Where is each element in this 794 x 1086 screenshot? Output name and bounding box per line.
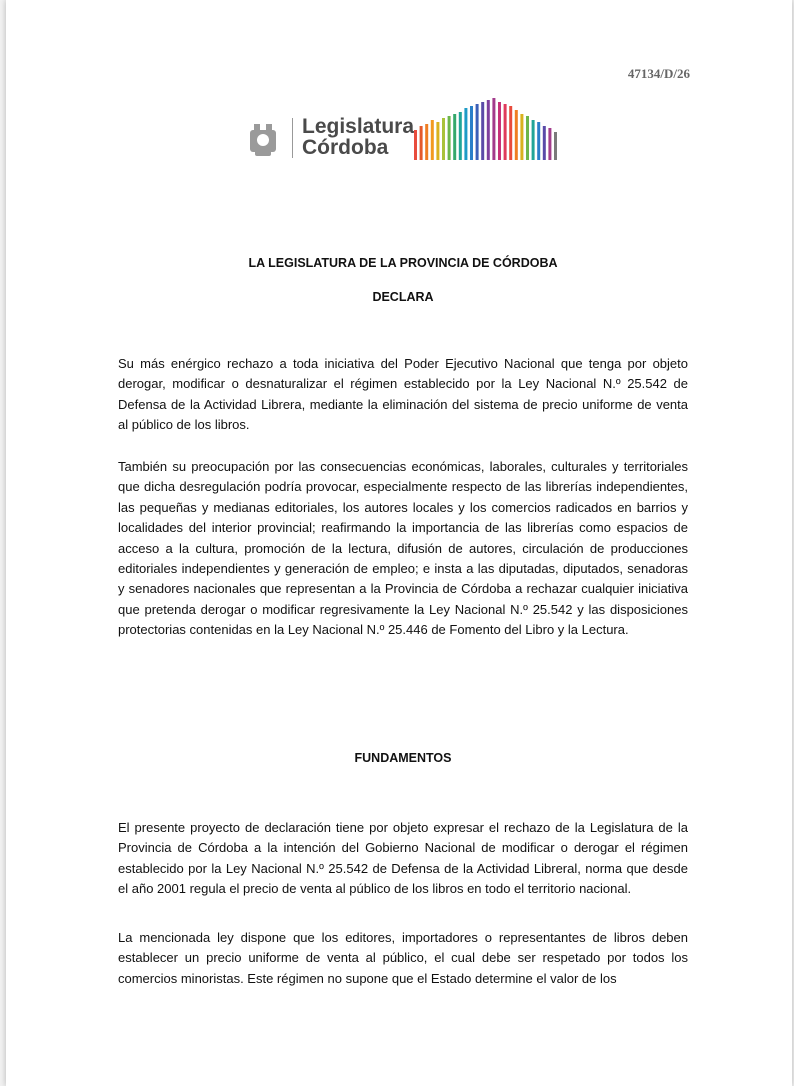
logo-bar [476, 104, 479, 160]
document-page [6, 0, 792, 1086]
logo-bar [487, 100, 490, 160]
logo-bar [470, 106, 473, 160]
logo-bar [532, 120, 535, 160]
fundamentos-heading: FUNDAMENTOS [354, 751, 452, 765]
logo-bar [425, 124, 428, 160]
logo-bar [442, 118, 445, 160]
logo-bar [504, 104, 507, 160]
logo-bar [554, 132, 557, 160]
logo-bar [420, 126, 423, 160]
color-bars-graphic [414, 98, 564, 160]
declaration-paragraph-2: También su preocupación por las consecuencias económicas, laborales, culturales y territoriales que dicha desregulación podría provocar, especialmente respecto de las librerías independientes, las pequeñas y medianas editoriales, los autores locales y los comercios radicados en barrios y localidades del interior provincial; reafirmando la importancia de las librerías como espacios de acceso a la cultura, promoción de la lectura, difusión de autores, circulación de producciones editoriales independientes y generación de empleo; e insta a las diputadas, diputados, senadoras y senadores nacionales que representan a la Provincia de Córdoba a rechazar cualquier iniciativa que pretenda derogar o modificar regresivamente la Ley Nacional N.º 25.542 y las disposiciones protectorias contenidas en la Ley Nacional N.º 25.446 de Fomento del Libro y la Lectura. [118, 459, 688, 638]
declara-heading: DECLARA [372, 290, 434, 304]
document-number: 47134/D/26 [627, 66, 690, 81]
fundamentos-paragraph-2: La mencionada ley dispone que los editores, importadores o representantes de libros deben establecer un precio uniforme de venta al público, el cual debe ser respetado por todos los comercios minoristas. Este régimen no supone que el Estado determine el valor de los [118, 930, 688, 986]
logo-divider [292, 118, 293, 158]
logo-bar [464, 108, 467, 160]
logo-bar [459, 112, 462, 160]
logo-bar [431, 120, 434, 160]
declaration-paragraph-1: Su más enérgico rechazo a toda iniciativa del Poder Ejecutivo Nacional que tenga por objeto derogar, modificar o desnaturalizar el régimen establecido por la Ley Nacional N.º 25.542 de Defensa de la Actividad Librera, mediante la eliminación del sistema de precio uniforme de venta al público de los libros. [118, 356, 688, 433]
logo-bar [414, 130, 417, 160]
logo-bar [548, 128, 551, 160]
logo-bar [537, 122, 540, 160]
logo-bar [509, 106, 512, 160]
main-heading: LA LEGISLATURA DE LA PROVINCIA DE CÓRDOBA [248, 256, 558, 270]
logo-text [302, 116, 414, 158]
logo-bar [453, 114, 456, 160]
logo-line-1: Legislatura [302, 115, 415, 138]
logo-bar [448, 116, 451, 160]
logo-bar [526, 116, 529, 160]
logo-bar [515, 110, 518, 160]
fundamentos-paragraph-1: El presente proyecto de declaración tiene por objeto expresar el rechazo de la Legislatura de la Provincia de Córdoba a la intención del Gobierno Nacional de modificar o derogar el régimen establecido por la Ley Nacional N.º 25.542 de Defensa de la Actividad Libreral, norma que desde el año 2001 regula el precio de venta al público de los libros en todo el territorio nacional. [118, 820, 688, 897]
logo-line-2: Córdoba [302, 136, 389, 159]
logo-bar [436, 122, 439, 160]
logo-bar [481, 102, 484, 160]
logo-bar [492, 98, 495, 160]
crest-icon [246, 120, 280, 160]
logo-bar [498, 102, 501, 160]
logo-bar [520, 114, 523, 160]
legislatura-logo [242, 98, 562, 162]
logo-bar [543, 126, 546, 160]
